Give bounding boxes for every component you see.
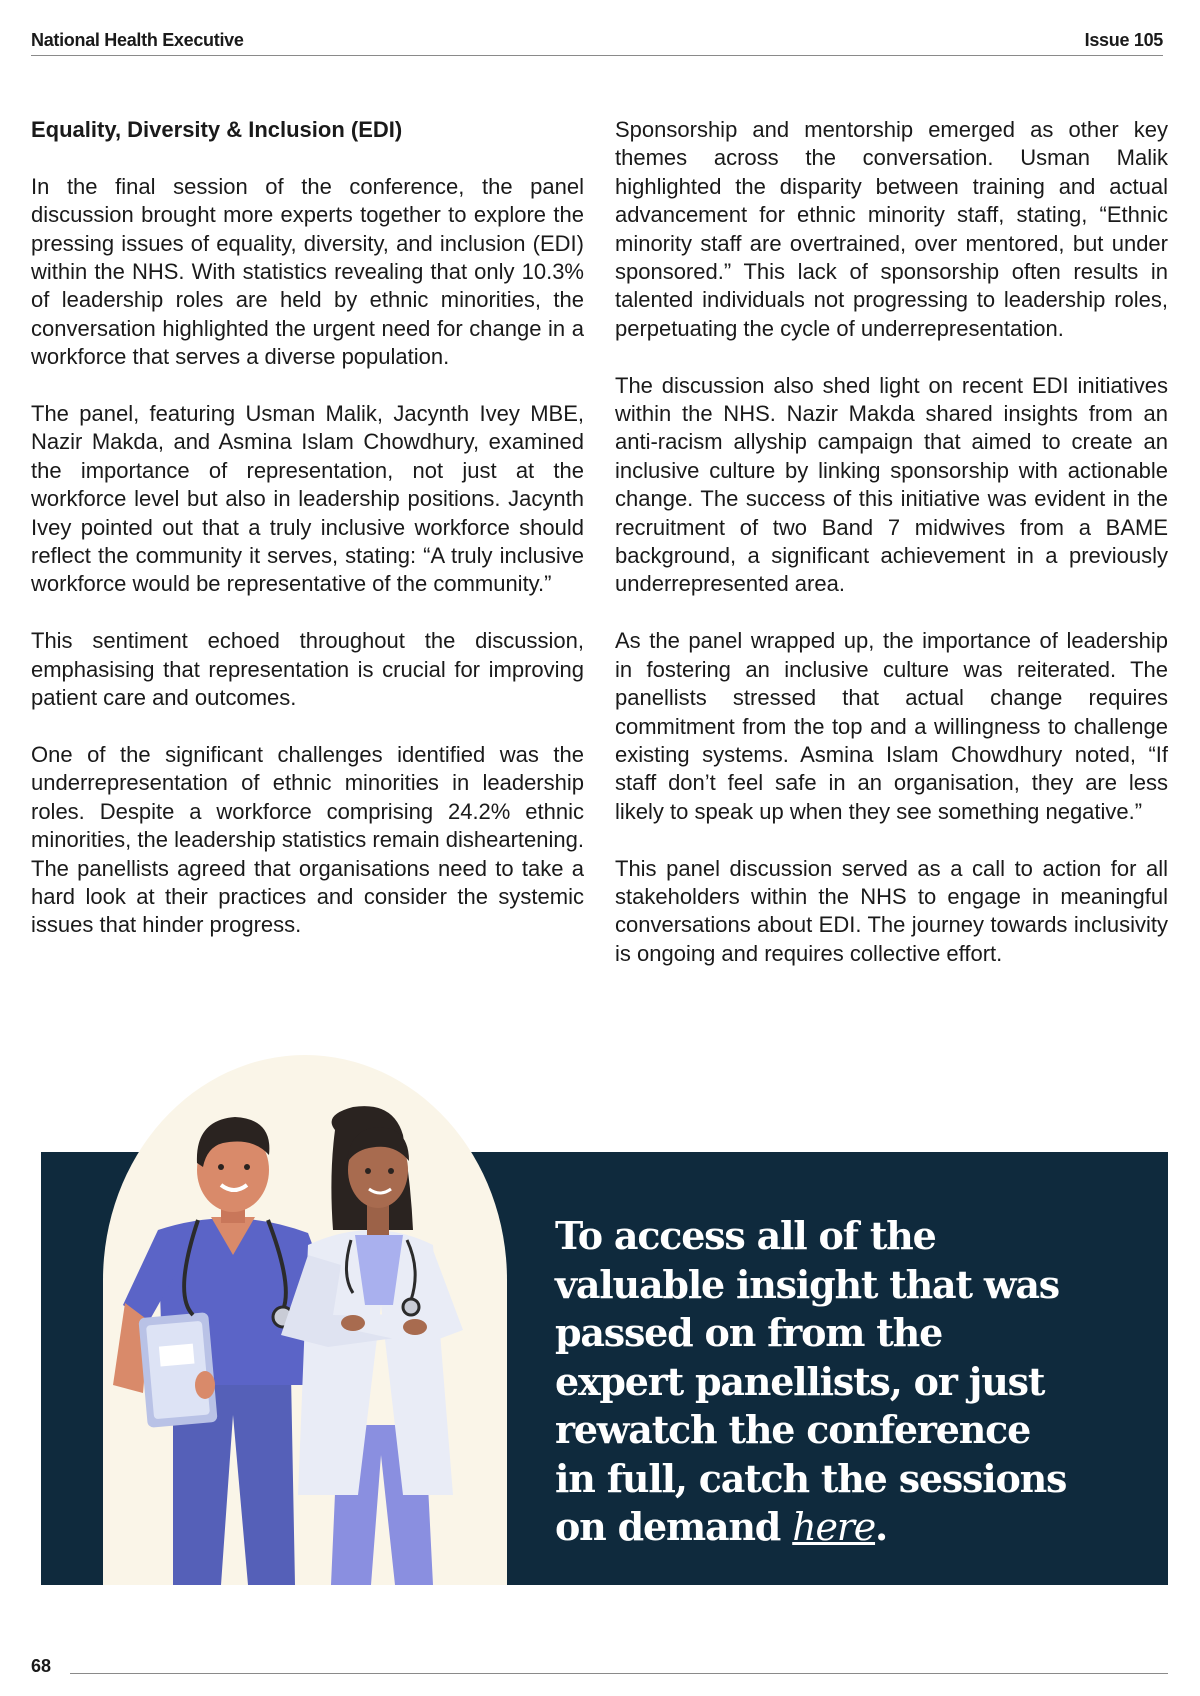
medical-staff-icon [103,1055,507,1585]
article-left-column [31,116,584,968]
page-number: 68 [31,1656,52,1676]
footer-divider [70,1673,1168,1674]
paragraph: The panel, featuring Usman Malik, Jacynth Ivey MBE, Nazir Makda, and Asmina Islam Chowdhury, examined the importance of representation, not just at the workforce level but also in leadership positions. Jacynth Ivey pointed out that a truly inclusive workforce should reflect the community it serves, stating: “A truly inclusive workforce would be representative of the community.” [31,401,584,597]
cta-suffix: . [875,1504,888,1549]
paragraph: The discussion also shed light on recent EDI initiatives within the NHS. Nazir Makda shared insights from an anti-racism allyship campaign that aimed to create an inclusive culture by linking sponsorship with actionable change. The success of this initiative was evident in the recruitment of two Band 7 midwives from a BAME background, a significant achievement in a previously underrepresented area. [615,372,1168,597]
paragraph: One of the significant challenges identified was the underrepresentation of ethnic minorities in leadership roles. Despite a workforce comprising 24.2% ethnic minorities, the leadership statistics remain disheartening. The panellists agreed that organisations need to take a hard look at their practices and consider the systemic issues that hinder progress. [31,741,584,938]
article-right-column [615,116,1168,997]
paragraph: This sentiment echoed throughout the discussion, emphasising that representation is crucial for improving patient care and outcomes. [31,628,584,711]
doctors-illustration [103,1055,507,1585]
paragraph: In the final session of the conference, the panel discussion brought more experts together to explore the pressing issues of equality, diversity, and inclusion (EDI) within the NHS. With statistics revealing that only 10.3% of leadership roles are held by ethnic minorities, the conversation highlighted the urgent need for change in a workforce that serves a diverse population. [31,173,584,370]
paragraph: As the panel wrapped up, the importance of leadership in fostering an inclusive culture was reiterated. The panellists stressed that actual change requires commitment from the top and a willingness to challenge existing systems. Asmina Islam Chowdhury noted, “If staff don’t feel safe in an organisation, they are less likely to speak up when they see something negative.” [615,628,1168,824]
publication-name: National Health Executive [31,30,244,50]
issue-number: Issue 105 [1084,30,1163,50]
here-link[interactable]: here [792,1505,876,1549]
paragraph: Sponsorship and mentorship emerged as other key themes across the conversation. Usman Malik highlighted the disparity between training and actual advancement for ethnic minority staff, stating, “Ethnic minority staff are overtrained, over mentored, but under sponsored.” This lack of sponsorship often results in talented individuals not progressing to leadership roles, perpetuating the cycle of underrepresentation. [615,117,1168,341]
cta-text: To access all of the valuable insight that was passed on from the expert panellists, or just rewatch the conference in full, catch the sessions on demand [555,1213,1067,1549]
paragraph: This panel discussion served as a call to action for all stakeholders within the NHS to engage in meaningful conversations about EDI. The journey towards inclusivity is ongoing and requires collective effort. [615,855,1168,966]
article-heading: Equality, Diversity & Inclusion (EDI) [31,117,403,142]
page-header [31,30,1163,56]
cta-message [555,1212,1075,1552]
